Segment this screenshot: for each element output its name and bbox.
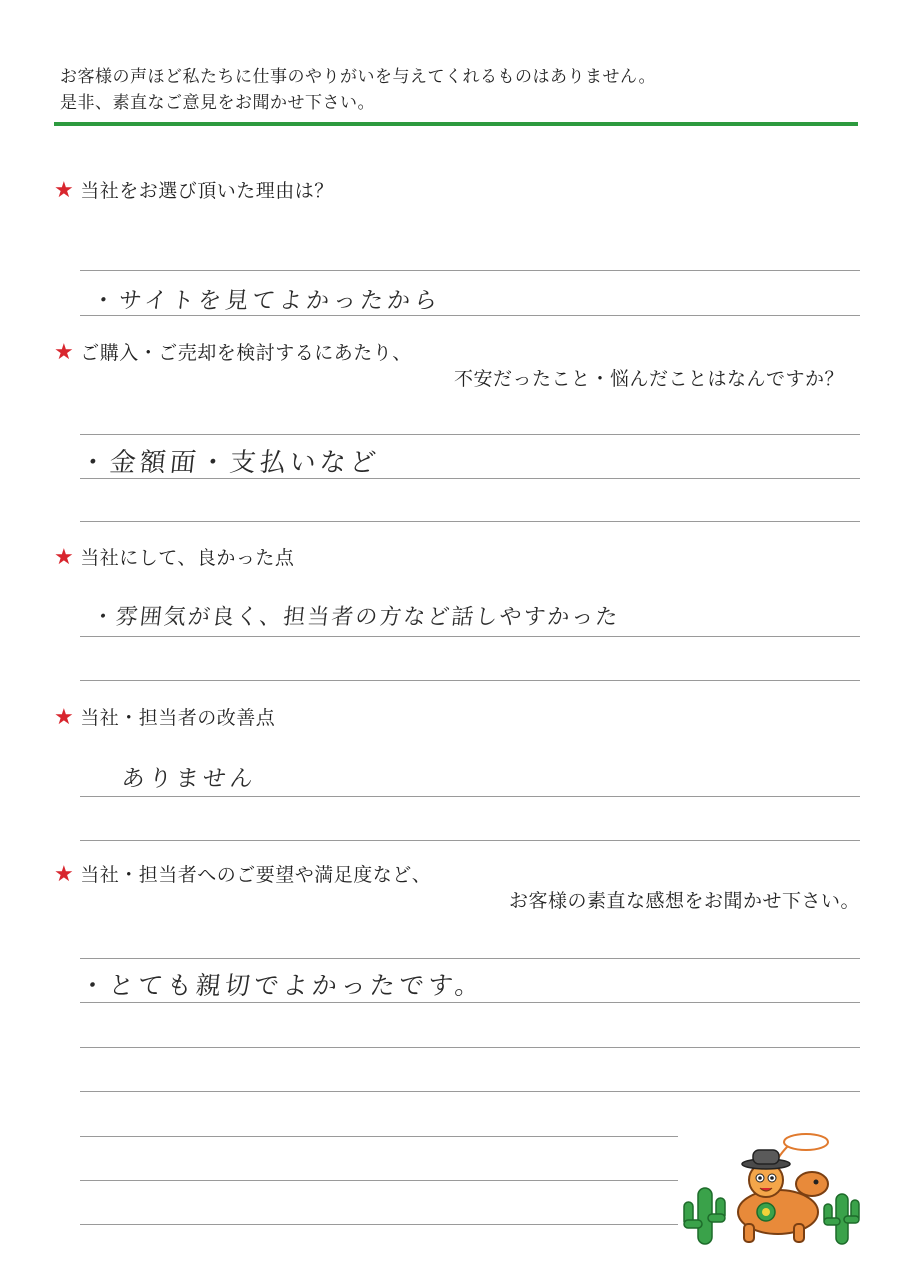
- answer-3-handwriting: ・雰囲気が良く、担当者の方など話しやすかった: [90, 605, 621, 630]
- star-icon: ★: [54, 705, 75, 730]
- question-3: [54, 545, 294, 571]
- answer-line: [80, 521, 860, 522]
- answer-line: [80, 315, 860, 316]
- question-2-text-line-1: ご購入・ご売却を検討するにあたり、: [80, 342, 412, 364]
- answer-line: [80, 636, 860, 637]
- question-4-text: 当社・担当者の改善点: [80, 707, 276, 729]
- answer-line: [80, 1180, 678, 1181]
- answer-line: [80, 1224, 678, 1225]
- cactus-icon: [684, 1188, 725, 1244]
- intro-text: [60, 64, 656, 116]
- star-icon: ★: [54, 862, 75, 887]
- intro-line-1: お客様の声ほど私たちに仕事のやりがいを与えてくれるものはありません。: [60, 67, 657, 87]
- question-4: [54, 705, 275, 731]
- question-5-text-line-2: お客様の素直な感想をお聞かせ下さい。: [508, 890, 860, 912]
- question-1-text: 当社をお選び頂いた理由は？: [80, 180, 334, 202]
- question-5: [54, 862, 860, 914]
- star-icon: ★: [54, 178, 75, 203]
- star-icon: ★: [54, 545, 75, 570]
- lasso-icon: [784, 1134, 828, 1150]
- answer-line: [80, 270, 860, 271]
- question-2: [54, 340, 844, 392]
- question-1: [54, 178, 334, 204]
- question-5-text-line-1: 当社・担当者へのご要望や満足度など、: [80, 864, 432, 886]
- answer-line: [80, 680, 860, 681]
- answer-line: [80, 958, 860, 959]
- answer-line: [80, 1091, 860, 1092]
- answer-line: [80, 434, 860, 435]
- question-2-text-line-2: 不安だったこと・悩んだことはなんですか？: [453, 368, 844, 390]
- star-icon: ★: [54, 340, 75, 365]
- answer-line: [80, 1136, 678, 1137]
- answer-5-handwriting: ・とても親切でよかったです。: [78, 971, 486, 1000]
- cowboy-mascot-illustration: [676, 1128, 866, 1248]
- answer-4-handwriting: ありません: [120, 766, 259, 792]
- answer-line: [80, 1047, 860, 1048]
- header-divider: [54, 122, 858, 126]
- answer-line: [80, 1002, 860, 1003]
- answer-line: [80, 478, 860, 479]
- answer-line: [80, 796, 860, 797]
- answer-1-handwriting: ・サイトを見てよかったから: [90, 288, 443, 314]
- question-3-text: 当社にして、良かった点: [80, 547, 295, 569]
- intro-line-2: 是非、素直なご意見をお聞かせ下さい。: [60, 93, 375, 113]
- answer-line: [80, 840, 860, 841]
- cactus-icon: [824, 1194, 859, 1244]
- answer-2-handwriting: ・金額面・支払いなど: [78, 448, 382, 478]
